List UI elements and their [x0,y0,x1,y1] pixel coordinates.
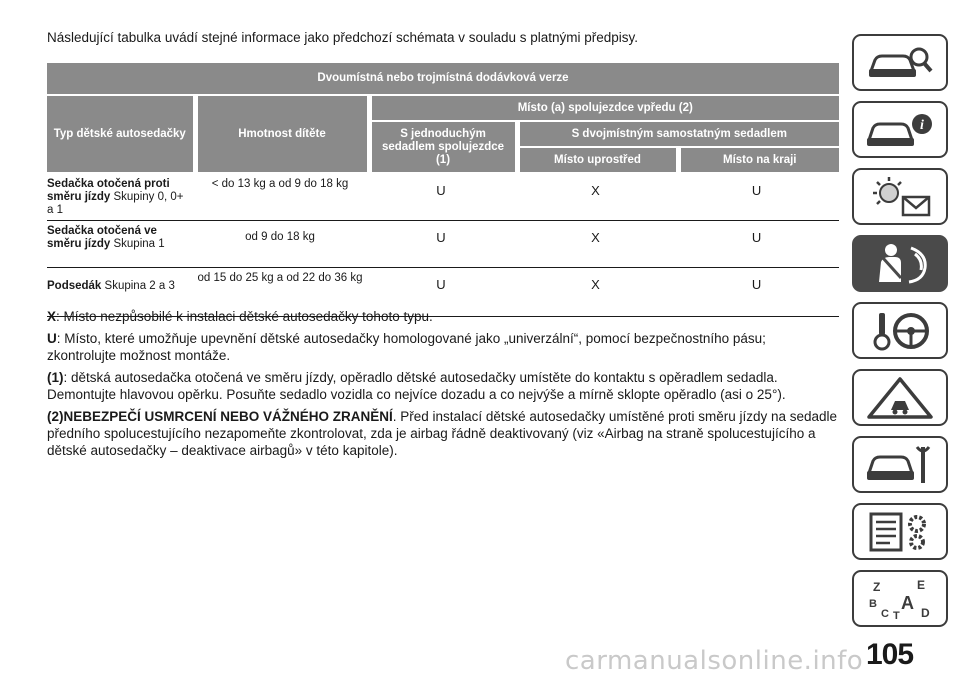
row-edge: U [678,268,839,317]
row-middle: X [517,221,678,268]
seat-type: Podsedák [47,280,102,292]
chapter-tabs [852,34,948,637]
seat-type: Sedačka otočená proti směru jízdy [47,178,170,203]
tab-warning-lights[interactable] [852,168,948,225]
tab-specifications[interactable] [852,503,948,560]
row-type [47,221,195,268]
note-text: . Před instalací dětské autosedačky umístěné proti směru jízdy na sedadle předního spolucestujícího nezapomeňte zkontrolovat, zda je airbag řádně deaktivovaný (viz «Airbag na straně spolucestujícího a dětské autosedačky – deaktivace airbagů» v této kapitole). [47,409,838,458]
watermark: carmanualsonline.info [565,646,864,676]
svg-text:C: C [881,607,889,620]
note-x [47,308,837,325]
header-single-seat: S jednoduchým sedadlem spolujezdce (1) [369,121,517,173]
legend-notes [47,308,837,464]
svg-text:i: i [920,117,924,133]
note-2-warning [47,408,837,459]
tab-key-steering[interactable] [852,302,948,359]
row-single: U [369,221,517,268]
header-weight: Hmotnost dítěte [195,95,369,173]
key-steering-wheel-icon [865,309,935,353]
header-double-seat: S dvojmístným samostatným sedadlem [517,121,839,147]
svg-text:T: T [893,609,900,621]
page-number: 105 [866,638,914,671]
note-key: X [47,309,57,324]
svg-text:E: E [917,577,926,592]
seat-group: Skupina 1 [113,238,165,250]
warning-lights-icon [865,175,935,219]
table-title: Dvoumístná nebo trojmístná dodávková verze [47,63,839,95]
seatbelt-safety-icon [865,242,935,286]
row-edge: U [678,221,839,268]
specifications-icon [865,510,935,554]
row-single: U [369,268,517,317]
row-single: U [369,173,517,221]
header-middle: Místo uprostřed [517,147,678,173]
breakdown-triangle-icon [865,376,935,420]
car-info-icon [865,110,935,150]
note-key: U [47,331,57,346]
header-edge: Místo na kraji [678,147,839,173]
tab-seatbelt-safety[interactable] [852,235,948,292]
tab-alphabet-index[interactable] [852,570,948,627]
seat-type: Sedačka otočená ve směru jízdy [47,225,157,250]
svg-text:A: A [901,592,914,613]
header-position: Místo (a) spolujezdce vpředu (2) [369,95,839,121]
note-1 [47,369,837,403]
table-row [47,173,839,221]
seat-group: Skupina 2 a 3 [104,280,175,292]
note-text: : Místo, které umožňuje upevnění dětské autosedačky homologované jako „univerzální“, pomocí bezpečnostního pásu; zkontrolujte možnost montáže. [47,331,766,363]
tab-car-search[interactable] [852,34,948,91]
tab-car-service[interactable] [852,436,948,493]
header-type: Typ dětské autosedačky [47,95,195,173]
row-edge: U [678,173,839,221]
note-key: (2)NEBEZPEČÍ USMRCENÍ NEBO VÁŽNÉHO ZRANĚNÍ [47,409,393,424]
svg-text:B: B [869,597,877,610]
car-search-icon [865,43,935,83]
car-service-icon [865,443,935,487]
note-text: : Místo nezpůsobilé k instalaci dětské autosedačky tohoto typu. [56,309,433,324]
alphabet-index-icon [865,577,935,621]
intro-text: Následující tabulka uvádí stejné informace jako předchozí schémata v souladu s platnými předpisy. [47,30,639,45]
row-middle: X [517,173,678,221]
row-weight: od 9 do 18 kg [195,221,369,268]
svg-text:Z: Z [873,579,881,594]
seat-group: Skupiny 0, 0+ a 1 [47,191,184,216]
tab-car-info[interactable] [852,101,948,158]
note-key: (1) [47,370,64,385]
note-text: : dětská autosedačka otočená ve směru jízdy, opěradlo dětské autosedačky umístěte do kontaktu s opěradlem sedadla. Demontujte hlavovou opěrku. Posuňte sedadlo vozidla co nejvíce dozadu a co nejvýše a mírně sklopte opěradlo (asi o 25°). [47,370,786,402]
table-row [47,221,839,268]
tab-breakdown[interactable] [852,369,948,426]
row-type [47,173,195,221]
row-middle: X [517,268,678,317]
row-weight: od 15 do 25 kg a od 22 do 36 kg [195,268,369,317]
note-u [47,330,837,364]
svg-text:D: D [921,605,930,620]
child-seat-table [47,63,839,317]
row-weight: < do 13 kg a od 9 do 18 kg [195,173,369,221]
